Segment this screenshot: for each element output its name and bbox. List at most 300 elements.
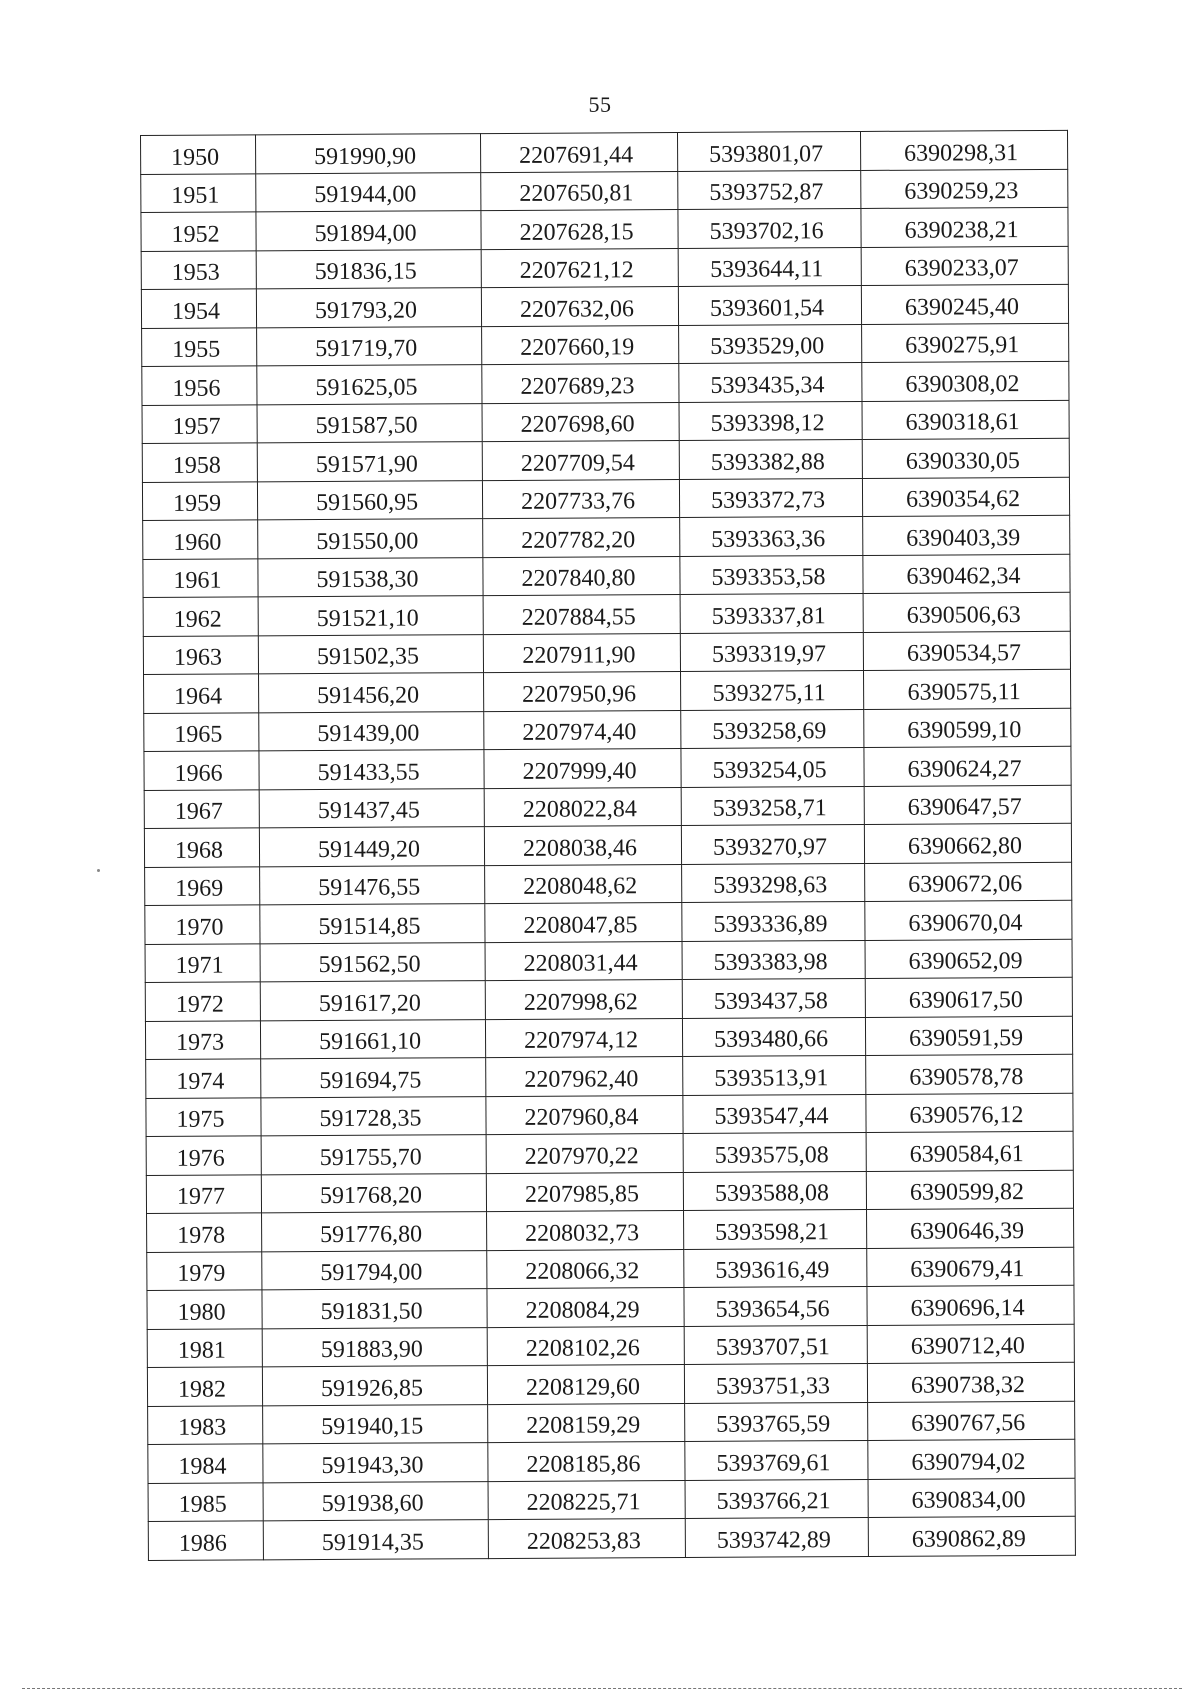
cell-text: 2208031,44 bbox=[523, 950, 638, 977]
table-row bbox=[143, 515, 1070, 559]
cell-text: 591694,75 bbox=[319, 1066, 422, 1094]
cell-text: 6390462,34 bbox=[906, 563, 1021, 590]
cell-text: 1986 bbox=[178, 1530, 227, 1557]
cell-text: 6390298,31 bbox=[904, 139, 1019, 167]
cell-text: 591728,35 bbox=[319, 1105, 422, 1133]
cell-text: 1968 bbox=[174, 837, 224, 864]
cell-text: 2207621,12 bbox=[519, 257, 634, 284]
value-cell-2 bbox=[487, 1210, 684, 1250]
year-cell bbox=[148, 1405, 263, 1444]
cell-text: 2208102,26 bbox=[525, 1335, 640, 1362]
value-cell-4 bbox=[868, 1439, 1075, 1479]
year-cell bbox=[143, 520, 258, 559]
value-cell-4 bbox=[867, 1247, 1074, 1287]
table-row bbox=[147, 1324, 1074, 1368]
year-cell bbox=[147, 1290, 262, 1329]
cell-text: 2208048,62 bbox=[523, 873, 638, 900]
value-cell-4 bbox=[867, 1362, 1074, 1402]
cell-text: 1958 bbox=[172, 452, 221, 479]
value-cell-4 bbox=[866, 1170, 1073, 1210]
value-cell-2 bbox=[482, 479, 679, 519]
cell-text: 2207632,06 bbox=[519, 295, 635, 323]
value-cell-3 bbox=[682, 1017, 865, 1057]
cell-text: 2208225,71 bbox=[526, 1489, 641, 1516]
value-cell-1 bbox=[256, 211, 481, 251]
value-cell-1 bbox=[257, 365, 482, 405]
table-row bbox=[148, 1439, 1075, 1483]
value-cell-4 bbox=[862, 477, 1069, 517]
value-cell-4 bbox=[866, 1054, 1073, 1094]
value-cell-1 bbox=[259, 673, 484, 713]
value-cell-3 bbox=[679, 324, 862, 364]
value-cell-1 bbox=[260, 942, 485, 982]
cell-text: 591617,20 bbox=[318, 989, 421, 1017]
cell-text: 1953 bbox=[171, 259, 220, 286]
cell-text: 6390599,10 bbox=[907, 717, 1022, 744]
cell-text: 1961 bbox=[173, 567, 222, 594]
value-cell-4 bbox=[863, 631, 1070, 671]
cell-text: 2207974,40 bbox=[522, 719, 637, 746]
cell-text: 6390767,56 bbox=[911, 1410, 1026, 1437]
cell-text: 1981 bbox=[177, 1337, 226, 1364]
table-row bbox=[142, 323, 1069, 367]
year-cell bbox=[146, 1174, 261, 1213]
cell-text: 6390576,12 bbox=[909, 1102, 1024, 1129]
value-cell-1 bbox=[256, 288, 481, 328]
cell-text: 6390670,04 bbox=[908, 909, 1023, 937]
cell-text: 2208032,73 bbox=[525, 1219, 640, 1247]
cell-text: 591944,00 bbox=[314, 181, 417, 209]
value-cell-4 bbox=[868, 1401, 1075, 1441]
table-row bbox=[141, 169, 1068, 213]
cell-text: 5393575,08 bbox=[714, 1141, 829, 1169]
table-row bbox=[144, 746, 1071, 790]
year-cell bbox=[146, 1059, 261, 1098]
cell-text: 5393435,34 bbox=[710, 371, 825, 399]
value-cell-3 bbox=[685, 1402, 868, 1442]
year-cell bbox=[141, 173, 256, 212]
cell-text: 591940,15 bbox=[321, 1413, 424, 1441]
cell-text: 2207970,22 bbox=[524, 1142, 639, 1170]
value-cell-3 bbox=[682, 940, 865, 980]
cell-text: 6390330,05 bbox=[905, 447, 1020, 475]
cell-text: 6390672,06 bbox=[908, 871, 1023, 898]
table-row bbox=[146, 1054, 1073, 1098]
cell-text: 591831,50 bbox=[320, 1297, 423, 1325]
value-cell-3 bbox=[681, 670, 864, 710]
value-cell-3 bbox=[683, 1055, 866, 1095]
cell-text: 5393336,89 bbox=[713, 910, 828, 938]
value-cell-3 bbox=[679, 439, 862, 479]
value-cell-2 bbox=[482, 363, 679, 403]
value-cell-3 bbox=[678, 208, 861, 248]
cell-text: 591538,30 bbox=[316, 566, 419, 594]
cell-text: 6390233,07 bbox=[904, 255, 1019, 282]
value-cell-1 bbox=[256, 249, 481, 289]
cell-text: 5393298,63 bbox=[713, 872, 828, 899]
value-cell-2 bbox=[482, 402, 679, 442]
cell-text: 5393480,66 bbox=[713, 1026, 829, 1053]
cell-text: 2207985,85 bbox=[524, 1181, 639, 1208]
cell-text: 2207962,40 bbox=[524, 1065, 639, 1093]
value-cell-2 bbox=[483, 517, 680, 557]
table-row bbox=[141, 207, 1068, 251]
cell-text: 1962 bbox=[173, 606, 222, 633]
year-cell bbox=[142, 481, 257, 520]
table-row bbox=[144, 785, 1071, 829]
cell-text: 591661,10 bbox=[318, 1028, 422, 1056]
value-cell-3 bbox=[678, 170, 861, 210]
cell-text: 591571,90 bbox=[315, 450, 418, 478]
cell-text: 6390534,57 bbox=[906, 640, 1021, 667]
value-cell-3 bbox=[679, 362, 862, 402]
cell-text: 2207698,60 bbox=[520, 411, 635, 438]
value-cell-1 bbox=[257, 480, 482, 520]
cell-text: 5393529,00 bbox=[710, 333, 825, 360]
value-cell-4 bbox=[863, 592, 1070, 632]
cell-text: 5393752,87 bbox=[709, 179, 824, 206]
year-cell bbox=[145, 982, 260, 1021]
value-cell-4 bbox=[864, 669, 1071, 709]
cell-text: 591938,60 bbox=[321, 1490, 424, 1518]
cell-text: 591502,35 bbox=[316, 643, 419, 671]
year-cell bbox=[148, 1482, 263, 1521]
value-cell-1 bbox=[261, 1135, 486, 1175]
cell-text: 1977 bbox=[176, 1183, 226, 1210]
year-cell bbox=[141, 250, 256, 289]
table-row bbox=[146, 1093, 1073, 1137]
value-cell-2 bbox=[487, 1287, 684, 1327]
cell-text: 1984 bbox=[178, 1453, 227, 1480]
value-cell-1 bbox=[259, 827, 484, 867]
cell-text: 2208022,84 bbox=[522, 796, 637, 823]
value-cell-1 bbox=[262, 1327, 487, 1367]
cell-text: 1971 bbox=[175, 952, 224, 979]
value-cell-2 bbox=[484, 748, 681, 788]
cell-text: 591625,05 bbox=[315, 373, 418, 401]
value-cell-1 bbox=[260, 865, 485, 905]
value-cell-4 bbox=[860, 130, 1067, 170]
value-cell-1 bbox=[262, 1366, 487, 1406]
value-cell-1 bbox=[262, 1250, 487, 1290]
year-cell bbox=[144, 751, 259, 790]
cell-text: 1957 bbox=[172, 413, 221, 440]
cell-text: 1983 bbox=[178, 1414, 227, 1441]
value-cell-3 bbox=[684, 1286, 867, 1326]
cell-text: 6390738,32 bbox=[910, 1371, 1026, 1399]
year-cell bbox=[147, 1251, 262, 1290]
cell-text: 2207911,90 bbox=[522, 642, 636, 669]
value-cell-2 bbox=[483, 633, 680, 673]
table-row bbox=[142, 400, 1069, 444]
year-cell bbox=[147, 1328, 262, 1367]
cell-text: 6390599,82 bbox=[909, 1179, 1024, 1206]
cell-text: 1969 bbox=[175, 875, 224, 902]
value-cell-4 bbox=[862, 361, 1069, 401]
value-cell-3 bbox=[678, 285, 861, 325]
value-cell-2 bbox=[486, 1133, 683, 1173]
value-cell-3 bbox=[684, 1209, 867, 1249]
value-cell-3 bbox=[678, 247, 861, 287]
cell-text: 5393254,05 bbox=[712, 756, 827, 784]
cell-text: 2208047,85 bbox=[523, 911, 638, 939]
cell-text: 1978 bbox=[177, 1222, 226, 1249]
cell-text: 591449,20 bbox=[317, 835, 421, 863]
value-cell-4 bbox=[861, 246, 1068, 286]
cell-text: 2207999,40 bbox=[522, 757, 637, 785]
value-cell-4 bbox=[863, 554, 1070, 594]
value-cell-1 bbox=[258, 596, 483, 636]
cell-text: 591776,80 bbox=[320, 1220, 423, 1248]
value-cell-4 bbox=[865, 939, 1072, 979]
cell-text: 6390275,91 bbox=[905, 332, 1020, 359]
cell-text: 2208066,32 bbox=[525, 1258, 640, 1285]
cell-text: 591793,20 bbox=[314, 296, 418, 324]
cell-text: 591514,85 bbox=[318, 912, 421, 940]
value-cell-3 bbox=[680, 632, 863, 672]
cell-text: 5393398,12 bbox=[710, 410, 825, 437]
cell-text: 591560,95 bbox=[315, 489, 419, 517]
year-cell bbox=[143, 635, 258, 674]
cell-text: 5393742,89 bbox=[716, 1526, 831, 1554]
cell-text: 6390354,62 bbox=[905, 486, 1021, 513]
cell-text: 1982 bbox=[177, 1376, 227, 1403]
cell-text: 6390834,00 bbox=[911, 1487, 1026, 1514]
cell-text: 5393258,71 bbox=[712, 795, 827, 822]
year-cell bbox=[142, 366, 257, 405]
cell-text: 6390794,02 bbox=[911, 1448, 1026, 1476]
value-cell-1 bbox=[258, 557, 483, 597]
value-cell-1 bbox=[263, 1404, 488, 1444]
cell-text: 591943,30 bbox=[321, 1451, 424, 1479]
cell-text: 1959 bbox=[172, 490, 222, 517]
cell-text: 2207782,20 bbox=[521, 526, 636, 554]
cell-text: 5393382,88 bbox=[710, 448, 825, 476]
cell-text: 5393769,61 bbox=[716, 1449, 831, 1477]
table-row bbox=[144, 708, 1071, 752]
year-cell bbox=[142, 404, 257, 443]
value-cell-2 bbox=[481, 286, 678, 326]
value-cell-3 bbox=[685, 1440, 868, 1480]
value-cell-2 bbox=[485, 1018, 682, 1058]
value-cell-1 bbox=[261, 1173, 486, 1213]
cell-text: 591894,00 bbox=[314, 219, 417, 247]
cell-text: 591587,50 bbox=[315, 412, 418, 440]
value-cell-3 bbox=[680, 555, 863, 595]
value-cell-2 bbox=[485, 902, 682, 942]
cell-text: 5393766,21 bbox=[716, 1488, 831, 1515]
cell-text: 5393644,11 bbox=[710, 256, 824, 283]
table-row bbox=[147, 1285, 1074, 1329]
value-cell-3 bbox=[683, 1171, 866, 1211]
cell-text: 2207650,81 bbox=[519, 180, 634, 207]
cell-text: 5393765,59 bbox=[716, 1411, 831, 1438]
table-row bbox=[143, 554, 1070, 598]
cell-text: 6390712,40 bbox=[910, 1333, 1025, 1360]
cell-text: 591990,90 bbox=[314, 142, 417, 170]
value-cell-1 bbox=[260, 1019, 485, 1059]
cell-text: 2207950,96 bbox=[522, 680, 637, 708]
cell-text: 5393513,91 bbox=[714, 1064, 829, 1092]
value-cell-4 bbox=[865, 977, 1072, 1017]
value-cell-2 bbox=[482, 440, 679, 480]
cell-text: 5393654,56 bbox=[715, 1295, 830, 1323]
value-cell-4 bbox=[865, 862, 1072, 902]
cell-text: 5393270,97 bbox=[712, 833, 828, 861]
value-cell-4 bbox=[864, 708, 1071, 748]
value-cell-4 bbox=[867, 1285, 1074, 1325]
year-cell bbox=[145, 905, 260, 944]
cell-text: 5393383,98 bbox=[713, 949, 828, 976]
cell-text: 6390575,11 bbox=[907, 678, 1021, 706]
cell-text: 5393707,51 bbox=[715, 1334, 830, 1361]
value-cell-3 bbox=[684, 1363, 867, 1403]
cell-text: 591433,55 bbox=[317, 758, 420, 786]
table-row bbox=[145, 977, 1072, 1021]
cell-text: 591521,10 bbox=[316, 604, 419, 632]
cell-text: 5393363,36 bbox=[711, 525, 826, 553]
year-cell bbox=[146, 1136, 261, 1175]
value-cell-1 bbox=[259, 750, 484, 790]
value-cell-3 bbox=[682, 978, 865, 1018]
table-row bbox=[144, 823, 1071, 867]
value-cell-4 bbox=[865, 1016, 1072, 1056]
value-cell-1 bbox=[262, 1212, 487, 1252]
year-cell bbox=[147, 1213, 262, 1252]
cell-text: 2207998,62 bbox=[523, 988, 638, 1016]
value-cell-2 bbox=[486, 1172, 683, 1212]
cell-text: 2208253,83 bbox=[526, 1527, 641, 1555]
year-cell bbox=[141, 212, 256, 251]
cell-text: 1966 bbox=[174, 760, 223, 787]
value-cell-3 bbox=[681, 824, 864, 864]
cell-text: 5393437,58 bbox=[713, 987, 828, 1015]
cell-text: 6390624,27 bbox=[907, 755, 1022, 783]
value-cell-4 bbox=[867, 1324, 1074, 1364]
value-cell-3 bbox=[685, 1517, 868, 1557]
value-cell-3 bbox=[677, 131, 860, 171]
value-cell-3 bbox=[681, 709, 864, 749]
value-cell-1 bbox=[259, 788, 484, 828]
value-cell-2 bbox=[480, 132, 677, 172]
value-cell-4 bbox=[864, 746, 1071, 786]
cell-text: 2207709,54 bbox=[520, 449, 635, 477]
cell-text: 1979 bbox=[177, 1260, 226, 1287]
cell-text: 6390318,61 bbox=[905, 409, 1020, 436]
table-row bbox=[148, 1401, 1075, 1445]
year-cell bbox=[144, 674, 259, 713]
cell-text: 5393547,44 bbox=[714, 1103, 829, 1130]
value-cell-3 bbox=[685, 1479, 868, 1519]
value-cell-2 bbox=[484, 710, 681, 750]
value-cell-1 bbox=[261, 1058, 486, 1098]
table-row bbox=[147, 1362, 1074, 1406]
year-cell bbox=[145, 1020, 260, 1059]
value-cell-1 bbox=[263, 1481, 488, 1521]
year-cell bbox=[145, 866, 260, 905]
value-cell-2 bbox=[488, 1518, 685, 1558]
cell-text: 1951 bbox=[171, 182, 220, 209]
cell-text: 5393598,21 bbox=[715, 1218, 830, 1246]
year-cell bbox=[144, 712, 259, 751]
value-cell-4 bbox=[861, 284, 1068, 324]
cell-text: 591439,00 bbox=[317, 720, 420, 748]
cell-text: 2207974,12 bbox=[523, 1027, 639, 1054]
cell-text: 5393353,58 bbox=[711, 564, 826, 591]
table-row bbox=[141, 130, 1068, 174]
value-cell-4 bbox=[864, 785, 1071, 825]
cell-text: 591883,90 bbox=[320, 1336, 423, 1364]
cell-text: 6390662,80 bbox=[907, 832, 1023, 860]
value-cell-2 bbox=[485, 941, 682, 981]
value-cell-4 bbox=[868, 1478, 1075, 1518]
value-cell-4 bbox=[861, 169, 1068, 209]
cell-text: 1952 bbox=[171, 221, 220, 248]
value-cell-3 bbox=[683, 1132, 866, 1172]
year-cell bbox=[142, 327, 257, 366]
cell-text: 591550,00 bbox=[316, 527, 419, 555]
value-cell-1 bbox=[256, 134, 481, 174]
table-row bbox=[148, 1516, 1075, 1560]
value-cell-2 bbox=[484, 671, 681, 711]
year-cell bbox=[143, 558, 258, 597]
cell-text: 2208129,60 bbox=[525, 1373, 641, 1401]
cell-text: 2208038,46 bbox=[522, 834, 638, 862]
cell-text: 591768,20 bbox=[319, 1182, 422, 1210]
value-cell-4 bbox=[865, 900, 1072, 940]
cell-text: 2208084,29 bbox=[525, 1296, 640, 1324]
value-cell-4 bbox=[866, 1131, 1073, 1171]
cell-text: 6390652,09 bbox=[908, 948, 1023, 975]
cell-text: 591794,00 bbox=[320, 1259, 423, 1287]
cell-text: 2207660,19 bbox=[520, 334, 635, 361]
table-row bbox=[145, 900, 1072, 944]
value-cell-2 bbox=[484, 825, 681, 865]
cell-text: 591926,85 bbox=[320, 1374, 424, 1402]
cell-text: 6390696,14 bbox=[910, 1294, 1025, 1322]
cell-text: 1963 bbox=[173, 644, 222, 671]
cell-text: 6390679,41 bbox=[910, 1256, 1025, 1283]
cell-text: 5393588,08 bbox=[714, 1180, 829, 1207]
value-cell-3 bbox=[681, 747, 864, 787]
value-cell-2 bbox=[484, 787, 681, 827]
table-row bbox=[145, 862, 1072, 906]
value-cell-1 bbox=[257, 326, 482, 366]
page-number: 55 bbox=[588, 92, 612, 117]
value-cell-3 bbox=[679, 401, 862, 441]
value-cell-4 bbox=[862, 400, 1069, 440]
scan-edge-line bbox=[22, 1688, 1182, 1689]
year-cell bbox=[146, 1097, 261, 1136]
value-cell-4 bbox=[867, 1208, 1074, 1248]
value-cell-1 bbox=[260, 904, 485, 944]
year-cell bbox=[142, 443, 257, 482]
cell-text: 591562,50 bbox=[318, 951, 421, 979]
value-cell-2 bbox=[487, 1364, 684, 1404]
value-cell-4 bbox=[863, 515, 1070, 555]
value-cell-3 bbox=[682, 863, 865, 903]
value-cell-1 bbox=[260, 981, 485, 1021]
cell-text: 1960 bbox=[173, 529, 222, 556]
cell-text: 1956 bbox=[172, 375, 221, 402]
cell-text: 6390647,57 bbox=[907, 794, 1022, 821]
cell-text: 1954 bbox=[171, 298, 221, 325]
year-cell bbox=[144, 828, 259, 867]
value-cell-1 bbox=[258, 634, 483, 674]
value-cell-2 bbox=[487, 1326, 684, 1366]
cell-text: 1980 bbox=[177, 1299, 226, 1326]
cell-text: 6390506,63 bbox=[906, 601, 1021, 629]
